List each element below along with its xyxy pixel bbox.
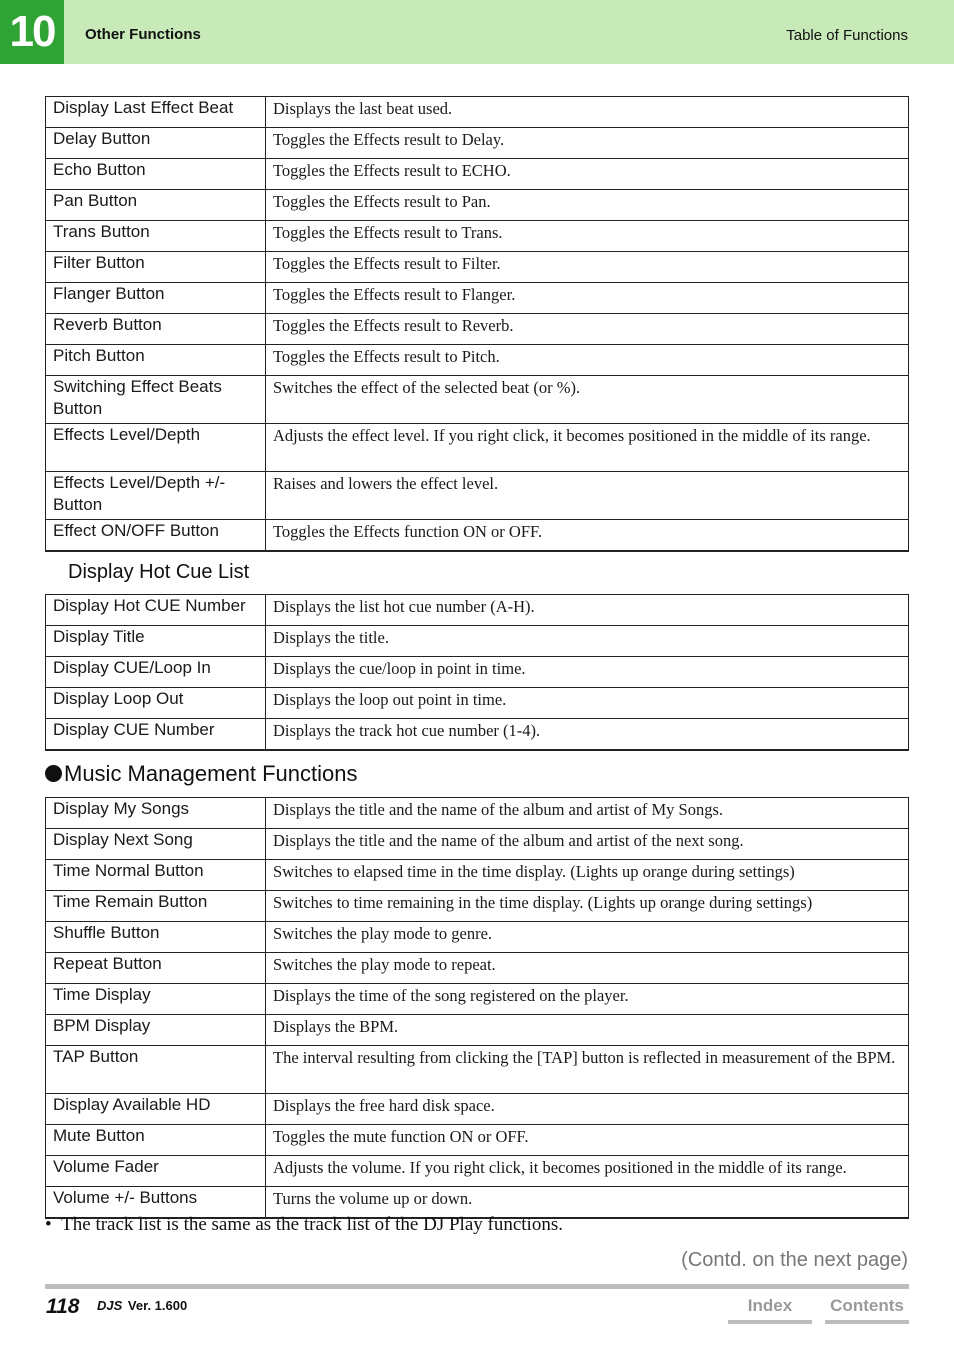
music-management-function-table: [45, 797, 909, 1219]
function-name: Display Last Effect Beat: [46, 97, 266, 128]
function-name: Pitch Button: [46, 345, 266, 376]
function-name: Display CUE/Loop In: [46, 657, 266, 688]
function-name: Echo Button: [46, 159, 266, 190]
function-name: Trans Button: [46, 221, 266, 252]
function-name: Time Remain Button: [46, 891, 266, 922]
function-name: Delay Button: [46, 128, 266, 159]
table-row: [46, 424, 909, 472]
continued-notice: (Contd. on the next page): [681, 1249, 908, 1271]
function-name: Time Normal Button: [46, 860, 266, 891]
function-description: Toggles the mute function ON or OFF.: [266, 1125, 909, 1156]
effects-function-table: [45, 96, 909, 552]
index-link-button[interactable]: Index: [728, 1290, 812, 1324]
table-row: [46, 657, 909, 688]
chapter-number: 10: [0, 0, 64, 64]
function-description: Toggles the Effects result to Filter.: [266, 252, 909, 283]
function-name: Display Title: [46, 626, 266, 657]
table-row: [46, 595, 909, 626]
function-name: Shuffle Button: [46, 922, 266, 953]
table-row: [46, 922, 909, 953]
table-row: [46, 1094, 909, 1125]
function-description: Switches to time remaining in the time display. (Lights up orange during settings): [266, 891, 909, 922]
table-row: [46, 221, 909, 252]
table-row: [46, 345, 909, 376]
function-description: Displays the title.: [266, 626, 909, 657]
track-list-note: [45, 1214, 563, 1236]
function-name: Display Hot CUE Number: [46, 595, 266, 626]
function-description: Adjusts the effect level. If you right click, it becomes positioned in the middle of its range.: [266, 424, 909, 472]
table-row: [46, 472, 909, 520]
function-description: Toggles the Effects result to Flanger.: [266, 283, 909, 314]
function-name: Filter Button: [46, 252, 266, 283]
contents-link-button[interactable]: Contents: [825, 1290, 909, 1324]
page-number: 118: [46, 1295, 80, 1318]
function-description: Toggles the Effects result to Pitch.: [266, 345, 909, 376]
note-text: The track list is the same as the track list of the DJ Play functions.: [61, 1214, 563, 1235]
function-name: Display My Songs: [46, 798, 266, 829]
music-management-heading-text: Music Management Functions: [64, 761, 358, 786]
function-description: Toggles the Effects result to Pan.: [266, 190, 909, 221]
function-name: Flanger Button: [46, 283, 266, 314]
product-version: [97, 1298, 187, 1313]
music-management-heading: [45, 761, 357, 787]
function-name: Switching Effect Beats Button: [46, 376, 266, 424]
function-description: Displays the title and the name of the album and artist of the next song.: [266, 829, 909, 860]
footer-divider: [45, 1284, 909, 1289]
function-description: The interval resulting from clicking the [TAP] button is reflected in measurement of the BPM.: [266, 1046, 909, 1094]
function-name: Time Display: [46, 984, 266, 1015]
function-description: Toggles the Effects function ON or OFF.: [266, 520, 909, 551]
bullet-dot-icon: [45, 765, 62, 782]
function-description: Displays the free hard disk space.: [266, 1094, 909, 1125]
function-description: Toggles the Effects result to Delay.: [266, 128, 909, 159]
function-name: Effect ON/OFF Button: [46, 520, 266, 551]
function-name: Pan Button: [46, 190, 266, 221]
function-description: Displays the track hot cue number (1-4).: [266, 719, 909, 750]
table-row: [46, 376, 909, 424]
table-row: [46, 626, 909, 657]
function-description: Displays the BPM.: [266, 1015, 909, 1046]
function-description: Displays the time of the song registered on the player.: [266, 984, 909, 1015]
function-name: Volume +/- Buttons: [46, 1187, 266, 1218]
function-description: Toggles the Effects result to Trans.: [266, 221, 909, 252]
function-description: Displays the title and the name of the album and artist of My Songs.: [266, 798, 909, 829]
hot-cue-function-table: [45, 594, 909, 751]
page-running-title: Table of Functions: [786, 27, 908, 44]
table-row: [46, 1187, 909, 1218]
function-name: Volume Fader: [46, 1156, 266, 1187]
function-name: TAP Button: [46, 1046, 266, 1094]
table-row: [46, 314, 909, 345]
table-row: [46, 953, 909, 984]
table-row: [46, 1015, 909, 1046]
function-description: Displays the last beat used.: [266, 97, 909, 128]
function-description: Switches to elapsed time in the time display. (Lights up orange during settings): [266, 860, 909, 891]
table-row: [46, 1046, 909, 1094]
table-row: [46, 190, 909, 221]
function-name: Reverb Button: [46, 314, 266, 345]
function-description: Displays the cue/loop in point in time.: [266, 657, 909, 688]
product-name: DJS: [97, 1298, 123, 1313]
table-row: [46, 1156, 909, 1187]
table-row: [46, 252, 909, 283]
table-row: [46, 283, 909, 314]
function-name: Effects Level/Depth +/- Button: [46, 472, 266, 520]
function-name: Display Next Song: [46, 829, 266, 860]
function-description: Displays the loop out point in time.: [266, 688, 909, 719]
table-row: [46, 128, 909, 159]
function-name: Display CUE Number: [46, 719, 266, 750]
function-name: BPM Display: [46, 1015, 266, 1046]
function-description: Raises and lowers the effect level.: [266, 472, 909, 520]
table-row: [46, 860, 909, 891]
function-name: Repeat Button: [46, 953, 266, 984]
function-description: Toggles the Effects result to ECHO.: [266, 159, 909, 190]
table-row: [46, 719, 909, 750]
hot-cue-list-heading: Display Hot Cue List: [68, 561, 250, 583]
table-row: [46, 688, 909, 719]
table-row: [46, 520, 909, 551]
section-title: Other Functions: [85, 26, 201, 43]
table-row: [46, 97, 909, 128]
function-description: Switches the effect of the selected beat (or %).: [266, 376, 909, 424]
table-row: [46, 891, 909, 922]
table-row: [46, 829, 909, 860]
table-row: [46, 159, 909, 190]
function-description: Adjusts the volume. If you right click, it becomes positioned in the middle of its range.: [266, 1156, 909, 1187]
table-row: [46, 1125, 909, 1156]
function-description: Turns the volume up or down.: [266, 1187, 909, 1218]
function-name: Effects Level/Depth: [46, 424, 266, 472]
function-description: Toggles the Effects result to Reverb.: [266, 314, 909, 345]
table-row: [46, 798, 909, 829]
page-header: [0, 0, 954, 64]
function-name: Mute Button: [46, 1125, 266, 1156]
bullet-icon: •: [45, 1214, 62, 1235]
function-name: Display Loop Out: [46, 688, 266, 719]
function-description: Switches the play mode to genre.: [266, 922, 909, 953]
function-description: Displays the list hot cue number (A-H).: [266, 595, 909, 626]
function-name: Display Available HD: [46, 1094, 266, 1125]
table-row: [46, 984, 909, 1015]
function-description: Switches the play mode to repeat.: [266, 953, 909, 984]
version-label: Ver. 1.600: [127, 1298, 188, 1313]
